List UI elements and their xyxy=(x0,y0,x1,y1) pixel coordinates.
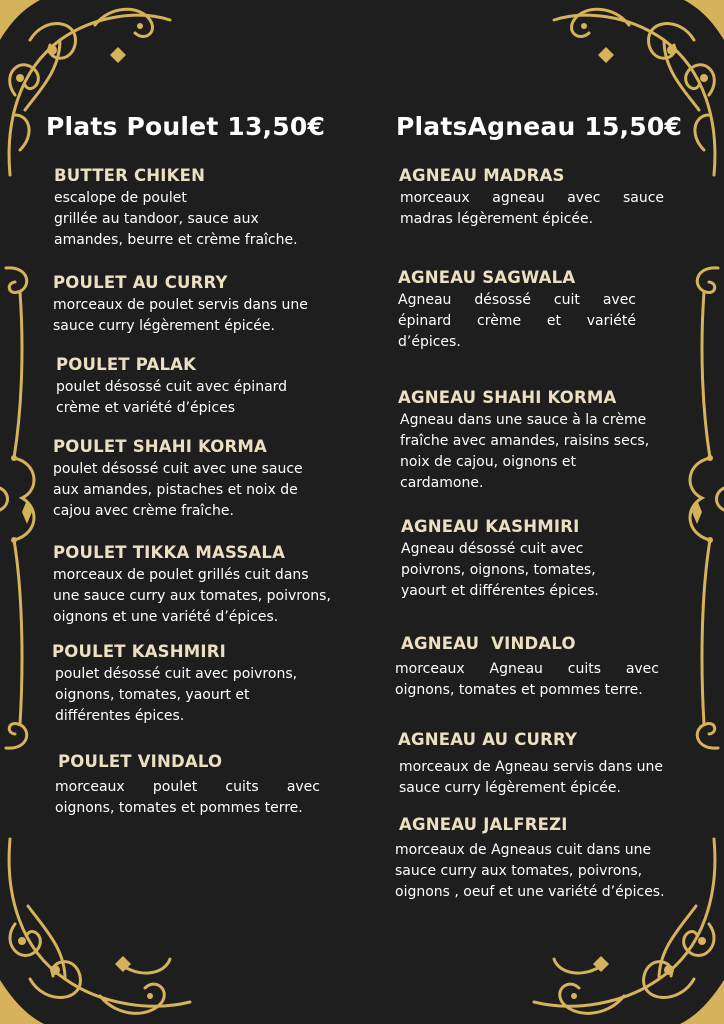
dish-description: poulet désossé cuit avec épinard crème et variété d’épices xyxy=(56,379,288,416)
dish-description: Agneau désossé cuit avec épinard crème et variété d’épices. xyxy=(398,292,636,350)
dish-name: AGNEAU JALFREZI xyxy=(399,815,568,834)
dish-description: morceaux agneau avec sauce madras légèrement épicée. xyxy=(400,190,664,227)
corner-ornament-top-left xyxy=(0,0,180,180)
dish-description: Agneau désossé cuit avec poivrons, oignons, tomates, yaourt et différentes épices. xyxy=(401,541,599,599)
chicken-section-heading: Plats Poulet 13,50€ xyxy=(46,112,326,141)
menu-item-agneau-shahi-korma xyxy=(398,388,678,494)
menu-item-agneau-madras xyxy=(399,166,664,230)
dish-description: morceaux de Agneaus cuit dans une sauce curry aux tomates, poivrons, oignons , oeuf et une variété d’épices. xyxy=(395,842,665,900)
side-ornament-right xyxy=(674,258,724,758)
menu-item-agneau-au-curry xyxy=(398,730,683,799)
dish-name: AGNEAU SHAHI KORMA xyxy=(398,388,617,407)
dish-name: POULET TIKKA MASSALA xyxy=(53,543,286,562)
menu-item-poulet-kashmiri xyxy=(52,642,327,727)
corner-ornament-top-right xyxy=(544,0,724,180)
dish-description: morceaux poulet cuits avec oignons, tomates et pommes terre. xyxy=(55,779,320,816)
menu-item-agneau-vindalo xyxy=(395,634,659,701)
dish-description: morceaux de Agneau servis dans une sauce curry légèrement épicée. xyxy=(399,759,663,796)
corner-ornament-bottom-left xyxy=(0,834,200,1024)
dish-name: AGNEAU AU CURRY xyxy=(398,730,578,749)
menu-item-poulet-au-curry xyxy=(53,273,328,337)
dish-description: morceaux de poulet grillés cuit dans une sauce curry aux tomates, poivrons, oignons et une variété d’épices. xyxy=(53,567,331,625)
menu-item-agneau-jalfrezi xyxy=(395,815,690,903)
dish-name: POULET VINDALO xyxy=(58,752,223,771)
menu-item-poulet-palak xyxy=(56,355,326,419)
menu-item-agneau-sagwala xyxy=(398,268,636,353)
dish-description: poulet désossé cuit avec poivrons, oignons, tomates, yaourt et différentes épices. xyxy=(55,666,298,724)
dish-name: POULET KASHMIRI xyxy=(52,642,226,661)
side-ornament-left xyxy=(0,258,50,758)
dish-name: BUTTER CHIKEN xyxy=(54,166,206,185)
dish-description: escalope de poulet grillée au tandoor, sauce aux amandes, beurre et crème fraîche. xyxy=(54,190,298,248)
dish-description: morceaux Agneau cuits avec oignons, tomates et pommes terre. xyxy=(395,661,659,698)
menu-item-poulet-tikka-massala xyxy=(53,543,348,628)
dish-name: AGNEAU MADRAS xyxy=(399,166,565,185)
dish-name: POULET PALAK xyxy=(56,355,197,374)
dish-name: AGNEAU SAGWALA xyxy=(398,268,576,287)
dish-name: AGNEAU KASHMIRI xyxy=(401,517,580,536)
menu-item-butter-chiken xyxy=(54,166,324,251)
lamb-section-heading: PlatsAgneau 15,50€ xyxy=(396,112,683,141)
menu-item-poulet-vindalo xyxy=(55,752,320,819)
dish-name: POULET SHAHI KORMA xyxy=(53,437,268,456)
menu-item-agneau-kashmiri xyxy=(401,517,661,602)
dish-name: POULET AU CURRY xyxy=(53,273,228,292)
dish-description: Agneau dans une sauce à la crème fraîche avec amandes, raisins secs, noix de cajou, oignons et cardamone. xyxy=(400,412,650,491)
dish-description: poulet désossé cuit avec une sauce aux amandes, pistaches et noix de cajou avec crème fraîche. xyxy=(53,461,303,519)
menu-item-poulet-shahi-korma xyxy=(53,437,328,522)
dish-name: AGNEAU VINDALO xyxy=(401,634,576,653)
dish-description: morceaux de poulet servis dans une sauce curry légèrement épicée. xyxy=(53,297,308,334)
